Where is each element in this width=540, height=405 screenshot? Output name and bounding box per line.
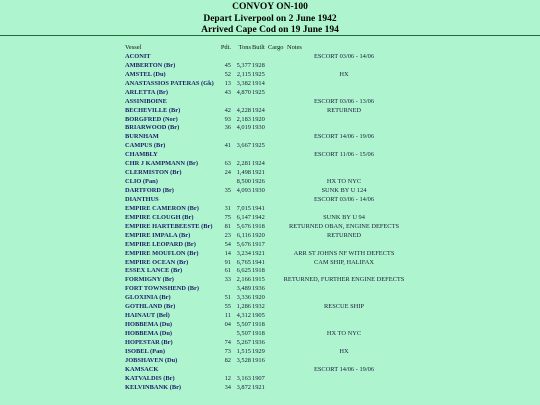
notes-text: ESCORT 14/06 - 19/06: [313, 133, 375, 141]
vessel-name: KATVALDIS (Br): [125, 374, 175, 382]
table-row: [0, 267, 540, 276]
notes-text: CAM SHIP, HALIFAX: [313, 258, 375, 266]
table-row: [0, 80, 540, 89]
notes-text: RETURNED OBAN, ENGINE DEFECTS: [288, 222, 400, 230]
column-header-tons: Tons: [238, 44, 251, 51]
tons-cell: 3,489: [236, 285, 251, 293]
table-row: [0, 312, 540, 321]
vessel-name: DIANTHUS: [125, 195, 159, 203]
pdt-cell: 63: [224, 160, 231, 168]
pdt-cell: 93: [224, 115, 231, 123]
vessel-name: KAMSACK: [125, 365, 159, 373]
table-row: [0, 196, 540, 205]
header-divider: [0, 35, 540, 36]
vessel-name: EMPIRE MOUFLON (Br): [125, 249, 199, 257]
vessel-name: EMPIRE CAMERON (Br): [125, 204, 199, 212]
tons-cell: 6,765: [236, 258, 251, 266]
tons-cell: 4,312: [236, 312, 251, 320]
vessel-name: CHAMBLY: [125, 151, 158, 159]
pdt-cell: 43: [224, 88, 231, 96]
notes-text: HX TO NYC: [326, 330, 362, 337]
tons-cell: 4,019: [236, 124, 251, 132]
table-row: [0, 89, 540, 98]
column-header-pdt: Pdt.: [220, 44, 231, 51]
tons-cell: 5,676: [236, 222, 251, 230]
notes-text: SUNK BY U 94: [323, 213, 365, 221]
vessel-name: CHR J KAMPMANN (Br): [125, 160, 198, 168]
built-cell: 1921: [252, 383, 265, 391]
pdt-cell: 42: [224, 106, 231, 114]
table-row: [0, 259, 540, 268]
vessel-name: HOBBEMA (Du): [125, 330, 173, 337]
notes-text: SUNK BY U 124: [321, 187, 367, 194]
pdt-cell: 73: [224, 347, 231, 355]
table-row: [0, 71, 540, 80]
table-row: [0, 366, 540, 375]
notes-text: ESCORT 11/06 - 15/06: [314, 151, 374, 159]
tons-cell: 2,183: [236, 115, 251, 123]
table-row: [0, 169, 540, 178]
vessel-name: AMSTEL (Du): [125, 70, 166, 78]
vessel-name: HAINAUT (Bel): [125, 312, 170, 320]
tons-cell: 4,093: [236, 187, 251, 194]
pdt-cell: 23: [224, 231, 231, 239]
tons-cell: 6,116: [236, 231, 251, 239]
vessel-name: EMPIRE OCEAN (Br): [125, 258, 189, 266]
document-header: [0, 0, 540, 37]
pdt-cell: 51: [224, 294, 231, 302]
tons-cell: 2,281: [236, 160, 251, 168]
vessel-name: ANASTASSIOS PATERAS (Gk): [125, 79, 214, 87]
tons-cell: 1,498: [236, 169, 251, 177]
table-row: [0, 133, 540, 142]
vessel-name: JOBSHAVEN (Du): [125, 356, 178, 364]
built-cell: 1918: [252, 330, 265, 337]
pdt-cell: 41: [224, 142, 231, 150]
built-cell: 1914: [252, 79, 265, 87]
tons-cell: 5,507: [236, 330, 251, 337]
vessel-name: EMPIRE IMPALA (Br): [125, 231, 191, 239]
tons-cell: 3,163: [236, 374, 251, 382]
vessel-name: EMPIRE HARTEBEESTE (Br): [125, 222, 213, 230]
table-row: [0, 116, 540, 125]
pdt-cell: 33: [224, 276, 231, 284]
table-row: [0, 160, 540, 169]
built-cell: 1928: [252, 61, 265, 69]
built-cell: 1936: [252, 285, 265, 293]
table-row: [0, 98, 540, 107]
built-cell: 1916: [252, 356, 265, 364]
pdt-cell: 34: [224, 383, 231, 391]
column-header-built: Built: [252, 44, 265, 51]
table-row: [0, 124, 540, 133]
notes-text: ESCORT 03/06 - 13/06: [313, 97, 375, 105]
column-header-vessel: Vessel: [125, 44, 142, 51]
table-row: [0, 151, 540, 160]
vessel-name: BECHEVILLE (Br): [125, 106, 181, 114]
built-cell: 1942: [252, 213, 265, 221]
tons-cell: 3,872: [236, 383, 251, 391]
table-row: [0, 178, 540, 187]
vessel-name: ASSINIBOINE: [125, 97, 167, 105]
pdt-cell: 35: [224, 187, 231, 194]
built-cell: 1920: [252, 231, 265, 239]
table-row: [0, 330, 540, 339]
table-row: [0, 294, 540, 303]
built-cell: 1921: [252, 169, 265, 177]
built-cell: 1930: [252, 187, 265, 194]
built-cell: 1924: [252, 160, 265, 168]
pdt-cell: 04: [224, 321, 231, 329]
pdt-cell: 75: [224, 213, 231, 221]
convoy-ship-table: [0, 44, 540, 393]
built-cell: 1926: [252, 178, 265, 186]
tons-cell: 3,234: [236, 249, 251, 257]
built-cell: 1925: [252, 142, 265, 150]
vessel-name: CLIO (Pan): [125, 178, 158, 186]
table-row: [0, 107, 540, 116]
built-cell: 1941: [252, 204, 265, 212]
pdt-cell: 81: [224, 222, 231, 230]
vessel-name: BRIARWOOD (Br): [125, 124, 180, 132]
table-row: [0, 276, 540, 285]
pdt-cell: 14: [224, 249, 231, 257]
table-row: [0, 250, 540, 259]
pdt-cell: 74: [224, 338, 231, 346]
table-row: [0, 375, 540, 384]
notes-text: ESCORT 03/06 - 14/06: [313, 195, 375, 203]
notes-text: ESCORT 14/06 - 19/06: [313, 365, 375, 373]
built-cell: 1932: [252, 303, 265, 311]
vessel-name: DARTFORD (Br): [125, 187, 174, 194]
built-cell: 1925: [252, 70, 265, 78]
column-header-row: [0, 44, 540, 53]
table-row: [0, 232, 540, 241]
pdt-cell: 54: [224, 240, 231, 248]
tons-cell: 7,015: [236, 204, 251, 212]
notes-text: HX: [339, 347, 349, 355]
tons-cell: 5,676: [236, 240, 251, 248]
departure-line: Depart Liverpool on 2 June 1942: [203, 13, 337, 24]
notes-text: RETURNED: [326, 106, 362, 114]
vessel-name: HOPESTAR (Br): [125, 338, 173, 346]
pdt-cell: 13: [224, 79, 231, 87]
pdt-cell: 61: [224, 267, 231, 275]
pdt-cell: 52: [224, 70, 231, 78]
vessel-name: FORT TOWNSHEND (Br): [125, 285, 199, 293]
table-row: [0, 303, 540, 312]
pdt-cell: 24: [224, 169, 231, 177]
pdt-cell: 55: [224, 303, 231, 311]
built-cell: 1936: [252, 338, 265, 346]
built-cell: 1929: [252, 347, 265, 355]
tons-cell: 3,667: [236, 142, 251, 150]
notes-text: HX TO NYC: [326, 178, 362, 186]
tons-cell: 2,166: [236, 276, 251, 284]
tons-cell: 4,870: [236, 88, 251, 96]
tons-cell: 5,377: [236, 61, 251, 69]
notes-text: RETURNED: [326, 231, 362, 239]
table-row: [0, 205, 540, 214]
vessel-name: FORMIGNY (Br): [125, 276, 174, 284]
vessel-name: ACONIT: [125, 52, 151, 60]
built-cell: 1918: [252, 267, 265, 275]
built-cell: 1917: [252, 240, 265, 248]
built-cell: 1941: [252, 258, 265, 266]
table-row: [0, 187, 540, 196]
table-row: [0, 348, 540, 357]
built-cell: 1905: [252, 312, 265, 320]
tons-cell: 6,625: [236, 267, 251, 275]
tons-cell: 1,515: [236, 347, 251, 355]
tons-cell: 6,147: [236, 213, 251, 221]
tons-cell: 1,286: [236, 303, 251, 311]
built-cell: 1920: [252, 294, 265, 302]
arrival-line: Arrived Cape Cod on 19 June 194: [201, 25, 339, 35]
table-row: [0, 223, 540, 232]
table-row: [0, 53, 540, 62]
vessel-name: ESSEX LANCE (Br): [125, 267, 183, 275]
notes-text: ESCORT 03/06 - 14/06: [313, 52, 375, 60]
tons-cell: 3,528: [236, 356, 251, 364]
built-cell: 1921: [252, 249, 265, 257]
vessel-name: GLOXINIA (Br): [125, 294, 171, 302]
notes-text: HX: [339, 70, 349, 78]
tons-cell: 2,115: [236, 70, 251, 78]
vessel-name: KELVINBANK (Br): [125, 383, 182, 391]
column-header-notes: Notes: [287, 44, 302, 51]
pdt-cell: 36: [224, 124, 231, 132]
table-row: [0, 142, 540, 151]
notes-text: ARR ST JOHNS NF WITH DEFECTS: [293, 249, 395, 257]
built-cell: 1918: [252, 321, 265, 329]
tons-cell: 5,507: [236, 321, 251, 329]
table-row: [0, 214, 540, 223]
convoy-title: CONVOY ON-100: [232, 2, 308, 12]
pdt-cell: 82: [224, 356, 231, 364]
notes-text: RETURNED, FURTHER ENGINE DEFECTS: [283, 276, 405, 284]
tons-cell: 5,267: [236, 338, 251, 346]
pdt-cell: 91: [224, 258, 231, 266]
vessel-name: BORGFRED (Nor): [125, 115, 178, 123]
notes-text: RESCUE SHIP: [324, 303, 364, 311]
table-row: [0, 321, 540, 330]
tons-cell: 4,228: [236, 106, 251, 114]
table-row: [0, 384, 540, 393]
vessel-name: CAMPUS (Br): [125, 142, 166, 150]
vessel-name: GOTHLAND (Br): [125, 303, 176, 311]
vessel-name: HOBBEMA (Du): [125, 321, 173, 329]
built-cell: 1918: [252, 222, 265, 230]
pdt-cell: 12: [224, 374, 231, 382]
pdt-cell: 45: [224, 61, 231, 69]
table-row: [0, 339, 540, 348]
column-header-cargo: Cargo: [268, 44, 284, 51]
vessel-name: BURNHAM: [125, 133, 159, 141]
built-cell: 1924: [252, 106, 265, 114]
built-cell: 1925: [252, 88, 265, 96]
built-cell: 1915: [252, 276, 265, 284]
vessel-name: ISOBEL (Pan): [125, 347, 165, 355]
vessel-name: EMPIRE CLOUGH (Br): [125, 213, 194, 221]
pdt-cell: 11: [224, 312, 231, 320]
table-row: [0, 285, 540, 294]
tons-cell: 3,382: [236, 79, 251, 87]
vessel-name: AMBERTON (Br): [125, 61, 176, 69]
tons-cell: 8,500: [236, 178, 251, 186]
tons-cell: 3,336: [236, 294, 251, 302]
table-row: [0, 357, 540, 366]
pdt-cell: 31: [224, 204, 231, 212]
vessel-name: CLERMISTON (Br): [125, 169, 182, 177]
vessel-name: EMPIRE LEOPARD (Br): [125, 240, 196, 248]
built-cell: 1907: [252, 374, 265, 382]
vessel-name: ARLETTA (Br): [125, 88, 169, 96]
built-cell: 1930: [252, 124, 265, 132]
built-cell: 1920: [252, 115, 265, 123]
table-row: [0, 62, 540, 71]
table-row: [0, 241, 540, 250]
